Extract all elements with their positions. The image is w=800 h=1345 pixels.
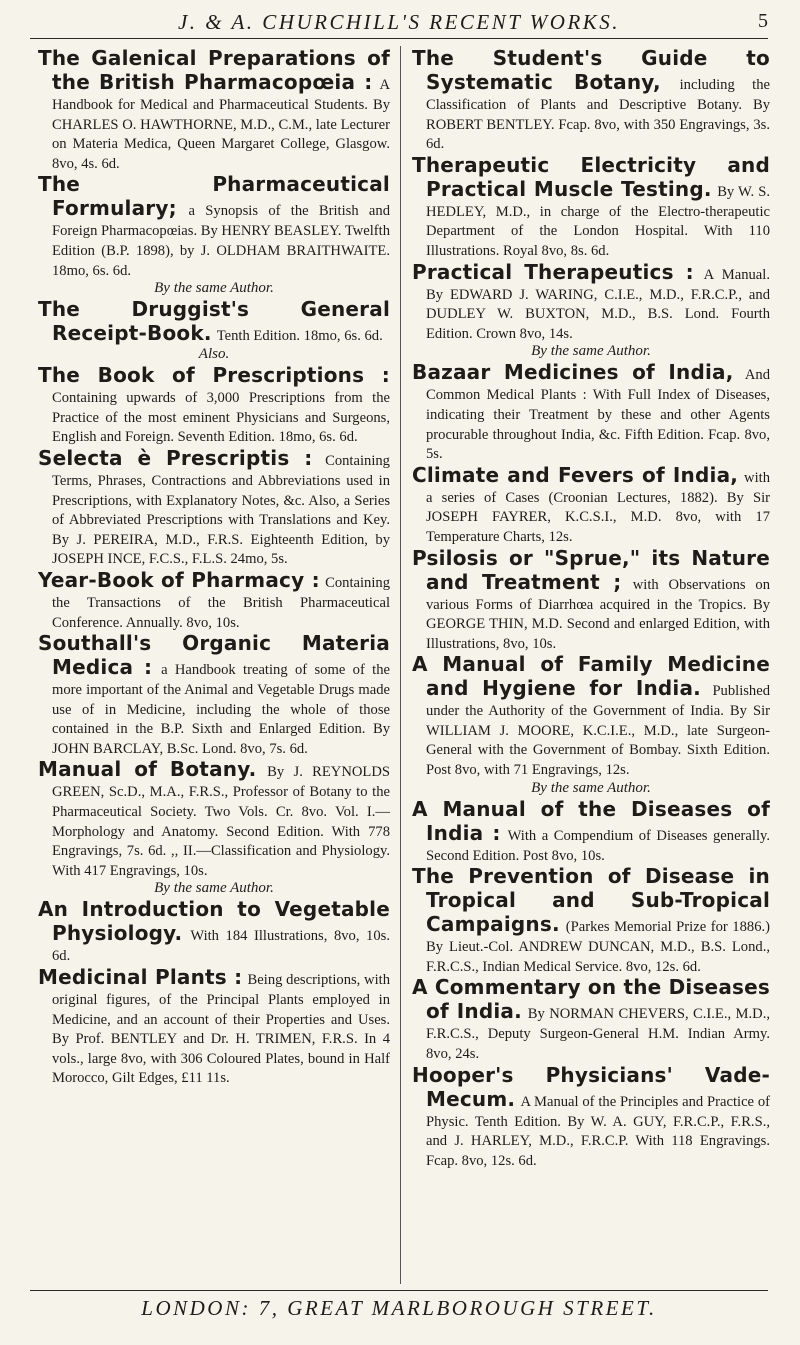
book-title: The Druggist's General Receipt-Book.	[38, 297, 390, 346]
book-entry	[412, 46, 770, 153]
book-description: With 184 Illustrations, 8vo, 10s. 6d.	[52, 928, 390, 965]
attribution-separator: Also.	[198, 346, 230, 363]
book-description: Published under the Authority of the Government of India. By Sir WILLIAM J. MOORE, K.C.I.E., M.D., late Surgeon-General with the Government of Bombay. Sixth Edition. Post 8vo, with 71 Engravings, 12s.	[426, 683, 771, 779]
imprint-footer	[30, 1290, 768, 1325]
book-title: A Commentary on the Diseases of India.	[412, 975, 770, 1024]
book-title: Bazaar Medicines of India,	[412, 360, 734, 385]
book-description: (Parkes Memorial Prize for 1886.) By Lieut.-Col. ANDREW DUNCAN, M.D., B.S. Lond., F.R.C.S., Indian Medical Service. 8vo, 12s. 6d.	[426, 919, 770, 975]
book-entry	[38, 568, 390, 631]
book-entry	[412, 360, 770, 462]
attribution-separator: By the same Author.	[154, 280, 274, 297]
book-entry	[412, 546, 770, 653]
book-description: with Observations on various Forms of Diarrhœa acquired in the Tropics. By GEORGE THIN, M.D. Second and enlarged Edition, with Illustrations, 8vo, 10s.	[426, 576, 770, 652]
book-entry	[412, 153, 770, 260]
book-entry	[38, 46, 390, 172]
book-description: A Handbook for Medical and Pharmaceutical Students. By CHARLES O. HAWTHORNE, M.D., C.M., late Lecturer on Materia Medica, Queen Margaret College, Glasgow. 8vo, 4s. 6d.	[52, 77, 390, 172]
book-title: Manual of Botany.	[38, 757, 257, 782]
book-title: Therapeutic Electricity and Practical Muscle Testing.	[412, 152, 770, 201]
right-column	[412, 46, 770, 1169]
book-description: Containing Terms, Phrases, Contractions and Abbreviations used in Prescriptions, with Explanatory Notes, &c. Also, a Series of Abbreviated Prescriptions with Translations and Key. By J. PEREIRA, M.D., F.R.S. Eighteenth Edition, by JOSEPH INCE, F.C.S., F.L.S. 24mo, 5s.	[52, 452, 390, 568]
book-title: The Prevention of Disease in Tropical and Sub-Tropical Campaigns.	[412, 864, 770, 937]
book-entry	[38, 631, 390, 757]
book-title: The Galenical Preparations of the British Pharmacopœia :	[38, 46, 390, 94]
left-column	[38, 46, 390, 1087]
book-description: a Synopsis of the British and Foreign Pharmacopœias. By HENRY BEASLEY. Twelfth Edition (B.P. 1898), by J. OLDHAM BRAITHWAITE. 18mo, 6s. 6d.	[52, 203, 390, 279]
book-description: with a series of Cases (Croonian Lectures, 1882). By Sir JOSEPH FAYRER, K.C.S.I., M.D. 8vo, with 17 Temperature Charts, 12s.	[426, 469, 770, 545]
book-entry	[38, 757, 390, 879]
book-description: including the Classification of Plants and Descriptive Botany. By ROBERT BENTLEY. Fcap. 8vo, with 350 Engravings, 3s. 6d.	[426, 77, 770, 153]
book-title: The Student's Guide to Systematic Botany,	[412, 46, 770, 94]
book-description: By J. REYNOLDS GREEN, Sc.D., M.A., F.R.S., Professor of Botany to the Pharmaceutical Society. Two Vols. Cr. 8vo. Vol. I.—Morphology and Anatomy. Second Edition. With 778 Engravings, 7s. 6d. ,, II.—Classification and Physiology. With 417 Engravings, 10s.	[52, 764, 390, 879]
book-title: Climate and Fevers of India,	[412, 462, 739, 487]
book-description: Containing the Transactions of the British Pharmaceutical Conference. Annually. 8vo, 10s.	[52, 574, 390, 631]
attribution-separator: By the same Author.	[154, 880, 274, 897]
book-entry	[412, 1063, 770, 1170]
book-entry	[412, 463, 770, 546]
book-description: Being descriptions, with original figures, of the Principal Plants employed in Medicine, and an account of their Properties and Uses. By Prof. BENTLEY and Dr. H. TRIMEN, F.R.S. In 4 vols., large 8vo, with 306 Coloured Plates, bound in Half Morocco, Gilt Edges, £11 11s.	[52, 972, 390, 1087]
book-title: Selecta è Prescriptis :	[38, 445, 313, 470]
book-title: Practical Therapeutics :	[412, 259, 694, 284]
book-title: Southall's Organic Materia Medica :	[38, 631, 390, 680]
book-title: Hooper's Physicians' Vade-Mecum.	[412, 1062, 770, 1111]
publisher-address: LONDON: 7, GREAT MARLBOROUGH STREET.	[141, 1296, 657, 1320]
attribution-separator: By the same Author.	[531, 343, 651, 360]
book-description: With a Compendium of Diseases generally. Second Edition. Post 8vo, 10s.	[426, 827, 771, 864]
column-divider	[400, 46, 401, 1284]
book-entry	[412, 975, 770, 1062]
book-description: Containing upwards of 3,000 Prescriptions from the Practice of the most eminent Physicians and Surgeons, English and Foreign. Seventh Edition. 18mo, 6s. 6d.	[52, 390, 390, 446]
book-title: Psilosis or "Sprue," its Nature and Treatment ;	[412, 545, 770, 594]
book-entry	[38, 363, 390, 446]
book-title: A Manual of the Diseases of India :	[412, 796, 770, 845]
book-description: a Handbook treating of some of the more important of the Animal and Vegetable Drugs made use of in Medicine, including the whole of those contained in the B.P. Sixth and Enlarged Edition. By JOHN BARCLAY, B.Sc. Lond. 8vo, 7s. 6d.	[52, 662, 390, 757]
book-description: A Manual of the Principles and Practice of Physic. Tenth Edition. By W. A. GUY, F.R.C.P., F.R.S., and J. HARLEY, M.D., F.R.C.P. With 118 Engravings. Fcap. 8vo, 12s. 6d.	[426, 1093, 770, 1169]
book-entry	[412, 652, 770, 778]
book-entry	[412, 260, 770, 343]
book-entry	[38, 446, 390, 568]
page-number: 5	[758, 10, 768, 32]
book-title: Year-Book of Pharmacy :	[38, 567, 320, 592]
book-title: A Manual of Family Medicine and Hygiene for India.	[412, 652, 770, 701]
attribution-separator: By the same Author.	[531, 779, 651, 796]
book-description: A Manual. By EDWARD J. WARING, C.I.E., M.D., F.R.C.P., and DUDLEY W. BUXTON, M.D., B.S. Lond. Fourth Edition. Crown 8vo, 14s.	[426, 266, 770, 342]
book-entry	[38, 897, 390, 965]
running-head	[30, 8, 768, 39]
book-description: By NORMAN CHEVERS, C.I.E., M.D., F.R.C.S., Deputy Surgeon-General H.M. Indian Army. 8vo, 24s.	[426, 1006, 770, 1063]
book-entry	[412, 864, 770, 975]
book-entry	[412, 797, 770, 865]
book-entry	[38, 965, 390, 1087]
running-head-title: J. & A. CHURCHILL'S RECENT WORKS.	[177, 10, 621, 34]
book-description: Tenth Edition. 18mo, 6s. 6d.	[216, 328, 383, 345]
book-description: By W. S. HEDLEY, M.D., in charge of the Electro-therapeutic Department of the London Hospital. With 110 Illustrations. Royal 8vo, 8s. 6d.	[426, 183, 770, 259]
book-entry	[38, 297, 390, 345]
book-title: Medicinal Plants :	[38, 965, 243, 990]
book-title: An Introduction to Vegetable Physiology.	[38, 897, 390, 946]
book-entry	[38, 172, 390, 279]
book-description: And Common Medical Plants : With Full Index of Diseases, indicating their Treatment by these and other Agents procurable throughout India, &c. Fifth Edition. Fcap. 8vo, 5s.	[426, 367, 770, 463]
book-title: The Book of Prescriptions :	[38, 363, 390, 388]
book-title: The Pharmaceutical Formulary;	[38, 172, 390, 221]
